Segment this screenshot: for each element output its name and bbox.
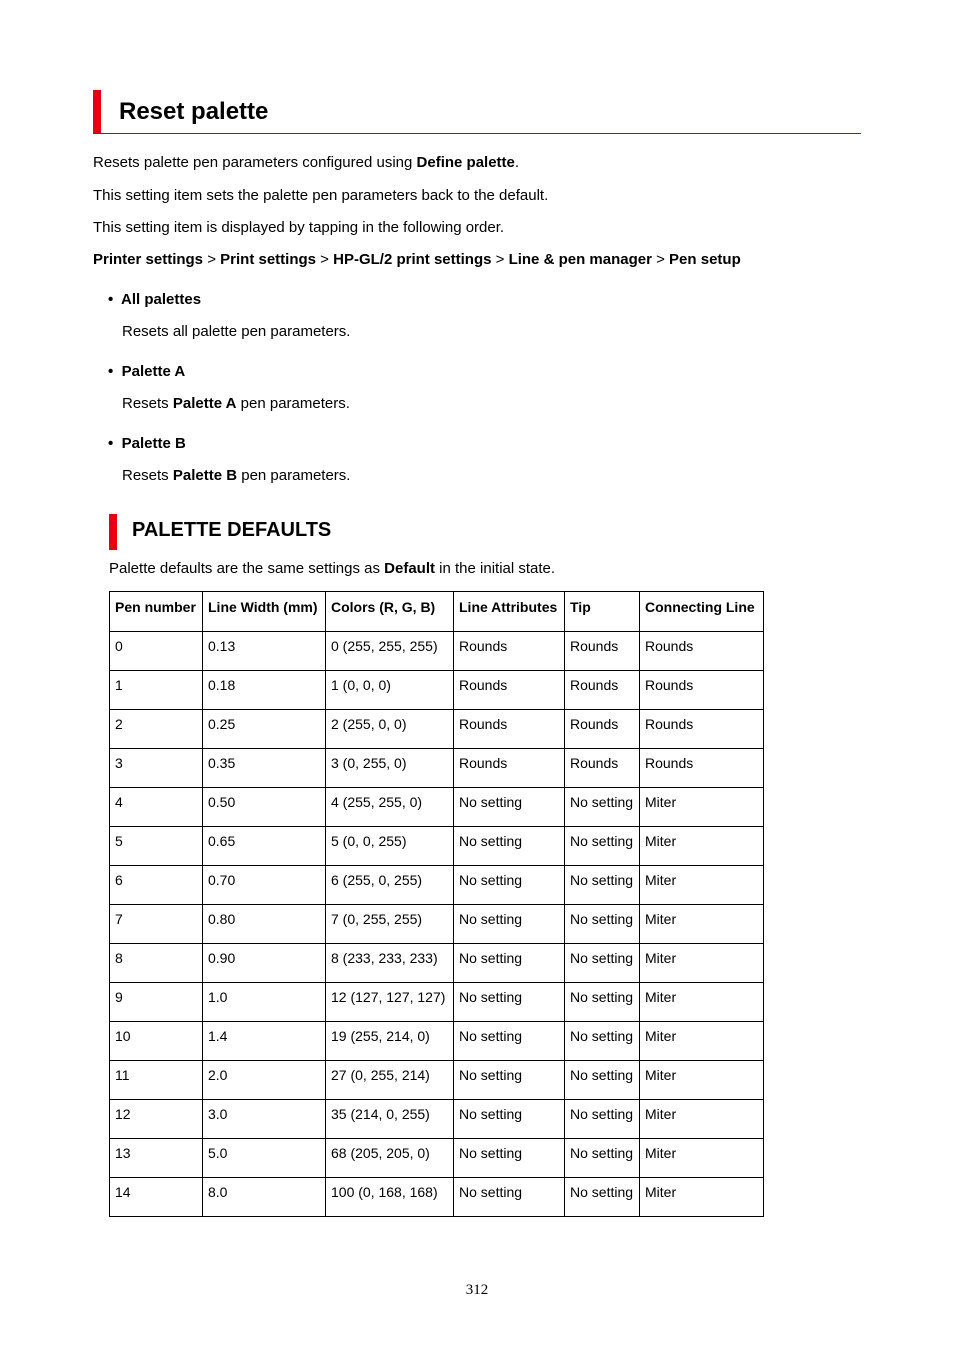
table-cell: Miter (640, 1100, 764, 1139)
table-cell: 12 (127, 127, 127) (326, 983, 454, 1022)
table-cell: 0.35 (203, 749, 326, 788)
intro-punct: . (514, 154, 520, 171)
table-cell: 68 (205, 205, 0) (326, 1139, 454, 1178)
table-cell: Miter (640, 866, 764, 905)
table-cell: Rounds (565, 710, 640, 749)
table-cell: No setting (565, 1178, 640, 1217)
path-item-line-pen-manager: Line & pen manager (508, 251, 652, 268)
column-header: Tip (565, 592, 640, 632)
path-item-hpgl2-print-settings: HP-GL/2 print settings (333, 251, 492, 268)
table-cell: No setting (565, 944, 640, 983)
option-desc-bold: Palette B (172, 467, 238, 484)
page-number: 312 (465, 1282, 489, 1298)
table-cell: 0.80 (203, 905, 326, 944)
table-cell: 100 (0, 168, 168) (326, 1178, 454, 1217)
column-header: Line Attributes (454, 592, 565, 632)
table-cell: Rounds (640, 632, 764, 671)
intro-line-1 (93, 154, 519, 172)
table-row (110, 710, 764, 749)
table-cell: No setting (565, 905, 640, 944)
path-item-pen-setup: Pen setup (669, 251, 741, 268)
table-cell: 14 (110, 1178, 203, 1217)
option-desc-bold: Palette A (172, 395, 237, 412)
table-cell: Miter (640, 944, 764, 983)
table-cell: 12 (110, 1100, 203, 1139)
table-cell: 0 (110, 632, 203, 671)
table-cell: No setting (454, 1022, 565, 1061)
table-cell: No setting (454, 983, 565, 1022)
table-row (110, 983, 764, 1022)
table-row (110, 905, 764, 944)
table-cell: 3 (110, 749, 203, 788)
table-cell: 27 (0, 255, 214) (326, 1061, 454, 1100)
table-cell: No setting (565, 788, 640, 827)
column-header: Colors (R, G, B) (326, 592, 454, 632)
table-cell: Miter (640, 983, 764, 1022)
path-item-print-settings: Print settings (220, 251, 316, 268)
palette-defaults-table (109, 591, 764, 1217)
table-cell: 0.50 (203, 788, 326, 827)
heading-accent-bar (93, 90, 101, 133)
option-palette-b: • Palette B (108, 435, 186, 452)
table-cell: 8 (233, 233, 233) (326, 944, 454, 983)
table-cell: 5.0 (203, 1139, 326, 1178)
table-cell: Miter (640, 1061, 764, 1100)
option-all-palettes: • All palettes (108, 291, 202, 308)
table-cell: No setting (565, 1100, 640, 1139)
option-all-palettes-desc (122, 323, 350, 341)
table-cell: No setting (454, 866, 565, 905)
table-row (110, 788, 764, 827)
table-row (110, 827, 764, 866)
table-row (110, 1100, 764, 1139)
table-cell: No setting (454, 1100, 565, 1139)
table-cell: 10 (110, 1022, 203, 1061)
table-cell: Miter (640, 905, 764, 944)
table-cell: 13 (110, 1139, 203, 1178)
table-cell: No setting (454, 788, 565, 827)
table-body (110, 632, 764, 1217)
column-header: Pen number (110, 592, 203, 632)
table-cell: Rounds (640, 671, 764, 710)
option-palette-a-desc (122, 395, 350, 413)
intro-text: Resets palette pen parameters configured using (93, 154, 417, 171)
table-row (110, 632, 764, 671)
table-cell: 0.18 (203, 671, 326, 710)
table-cell: 4 (255, 255, 0) (326, 788, 454, 827)
option-desc-text: pen parameters. (236, 395, 350, 412)
table-cell: 8.0 (203, 1178, 326, 1217)
table-cell: No setting (454, 1061, 565, 1100)
table-cell: 19 (255, 214, 0) (326, 1022, 454, 1061)
table-cell: Miter (640, 788, 764, 827)
table-cell: 6 (110, 866, 203, 905)
page-title: Reset palette (119, 98, 269, 125)
option-desc-text: Resets (122, 467, 173, 484)
option-palette-b-desc (122, 467, 350, 485)
table-row (110, 1061, 764, 1100)
path-separator: > (491, 251, 509, 268)
table-cell: No setting (454, 905, 565, 944)
table-cell: Rounds (565, 632, 640, 671)
option-desc-text: Resets all palette pen parameters. (122, 323, 351, 340)
table-cell: 0.90 (203, 944, 326, 983)
table-header-row (110, 592, 764, 632)
section-desc-text: Palette defaults are the same settings as (109, 560, 385, 577)
path-separator: > (203, 251, 221, 268)
table-cell: 35 (214, 0, 255) (326, 1100, 454, 1139)
section-desc (109, 560, 555, 578)
table-row (110, 944, 764, 983)
table-cell: 11 (110, 1061, 203, 1100)
table-row (110, 866, 764, 905)
table-row (110, 1178, 764, 1217)
option-palette-a: • Palette A (108, 363, 186, 380)
table-cell: Miter (640, 1022, 764, 1061)
table-cell: Rounds (640, 749, 764, 788)
table-cell: Miter (640, 1139, 764, 1178)
table-cell: No setting (565, 1061, 640, 1100)
table-cell: 0 (255, 255, 255) (326, 632, 454, 671)
table-row (110, 671, 764, 710)
path-separator: > (651, 251, 670, 268)
table-cell: Miter (640, 1178, 764, 1217)
table-cell: Rounds (640, 710, 764, 749)
table-cell: 0.25 (203, 710, 326, 749)
table-cell: 3 (0, 255, 0) (326, 749, 454, 788)
table-cell: 7 (110, 905, 203, 944)
option-desc-text: Resets (122, 395, 173, 412)
table-cell: Rounds (454, 749, 565, 788)
option-desc-text: pen parameters. (237, 467, 351, 484)
define-palette-term: Define palette (416, 154, 515, 171)
table-cell: 7 (0, 255, 255) (326, 905, 454, 944)
table-cell: Miter (640, 827, 764, 866)
table-cell: Rounds (454, 632, 565, 671)
table-cell: 0.65 (203, 827, 326, 866)
table-cell: 2 (110, 710, 203, 749)
table-cell: 1.4 (203, 1022, 326, 1061)
column-header: Connecting Line (640, 592, 764, 632)
section-desc-text: in the initial state. (435, 560, 556, 577)
section-accent-bar (109, 514, 117, 550)
intro-line-3: This setting item is displayed by tapping in the following order. (93, 219, 505, 236)
table-cell: 1 (0, 0, 0) (326, 671, 454, 710)
table-cell: 6 (255, 0, 255) (326, 866, 454, 905)
option-label: Palette A (121, 363, 186, 380)
table-cell: Rounds (454, 710, 565, 749)
table-cell: 1.0 (203, 983, 326, 1022)
column-header: Line Width (mm) (203, 592, 326, 632)
section-title: PALETTE DEFAULTS (132, 519, 332, 541)
table-cell: Rounds (565, 749, 640, 788)
table-cell: 8 (110, 944, 203, 983)
table-cell: No setting (565, 983, 640, 1022)
option-label: All palettes (121, 291, 202, 308)
page-heading (93, 90, 861, 134)
table-row (110, 1139, 764, 1178)
table-cell: No setting (565, 1022, 640, 1061)
intro-line-2: This setting item sets the palette pen parameters back to the default. (93, 187, 549, 204)
menu-path (93, 251, 741, 269)
table-row (110, 749, 764, 788)
table-cell: No setting (454, 1139, 565, 1178)
path-item-printer-settings: Printer settings (93, 251, 204, 268)
table-cell: Rounds (454, 671, 565, 710)
table-cell: 5 (110, 827, 203, 866)
table-cell: No setting (454, 1178, 565, 1217)
table-cell: Rounds (565, 671, 640, 710)
table-cell: No setting (454, 944, 565, 983)
table-cell: No setting (565, 827, 640, 866)
table-cell: 1 (110, 671, 203, 710)
table-cell: 3.0 (203, 1100, 326, 1139)
table-cell: 0.13 (203, 632, 326, 671)
table-cell: 0.70 (203, 866, 326, 905)
path-separator: > (316, 251, 334, 268)
table-cell: 5 (0, 0, 255) (326, 827, 454, 866)
table-row (110, 1022, 764, 1061)
table-cell: No setting (565, 1139, 640, 1178)
default-term: Default (384, 560, 435, 577)
table-cell: 9 (110, 983, 203, 1022)
option-label: Palette B (121, 435, 186, 452)
table-cell: 4 (110, 788, 203, 827)
table-cell: No setting (454, 827, 565, 866)
table-cell: 2 (255, 0, 0) (326, 710, 454, 749)
table-cell: No setting (565, 866, 640, 905)
table-cell: 2.0 (203, 1061, 326, 1100)
